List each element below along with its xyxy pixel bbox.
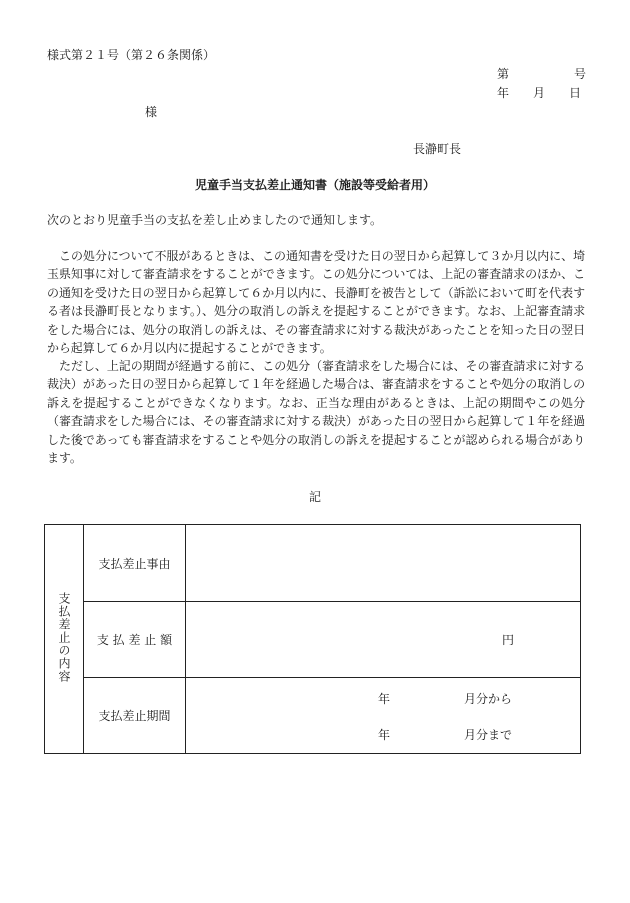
- yen-unit: 円: [502, 633, 515, 647]
- recipient: 様: [145, 105, 158, 119]
- reason-label-cell: [84, 525, 186, 602]
- number-blank: [509, 66, 574, 83]
- side-label-cell: [45, 525, 84, 754]
- period-to-month: 月分まで: [464, 728, 513, 742]
- period-from-month: 月分から: [464, 692, 513, 706]
- date-year: 年: [497, 86, 510, 100]
- appeal-paragraph-2: ただし、上記の期間が経過する前に、この処分（審査請求をした場合には、その審査請求に対する裁決）があった日の翌日から起算して１年を経過した場合は、審査請求をすることや処分の取消しの訴えを提起することができなくなります。なお、正当な理由があるときは、上記の期間やこの処分（審査請求をした場合には、その審査請求に対する裁決）があった日の翌日から起算して１年を経過した後であっても審査請求をすることや処分の取消しの訴えを提起することが認められる場合があります。: [47, 359, 585, 466]
- document-title: 児童手当支払差止通知書（施設等受給者用）: [194, 178, 435, 192]
- amount-value-cell[interactable]: [186, 602, 581, 678]
- reason-value-cell[interactable]: [186, 525, 581, 602]
- document-number: [497, 66, 586, 83]
- table-row: [45, 525, 581, 602]
- side-label: 支払差止の内容: [57, 592, 71, 683]
- issue-date: [497, 85, 581, 102]
- amount-label-cell: [84, 602, 186, 678]
- period-label-cell: [84, 678, 186, 754]
- period-to-year: 年: [378, 728, 391, 742]
- number-suffix: 号: [574, 67, 587, 81]
- table-row: [45, 602, 581, 678]
- suspension-details-table: [44, 524, 581, 754]
- period-from-year: 年: [378, 692, 391, 706]
- reason-label: 支払差止事由: [98, 556, 171, 571]
- number-prefix: 第: [497, 67, 510, 81]
- amount-label: 支 払 差 止 額: [96, 633, 173, 647]
- lead-sentence: 次のとおり児童手当の支払を差し止めましたので通知します。: [47, 213, 383, 227]
- form-number: 様式第２１号（第２６条関係）: [47, 48, 216, 62]
- table-row: [45, 678, 581, 754]
- issuer: 長瀞町長: [413, 142, 462, 156]
- date-month: 月: [533, 86, 546, 100]
- appeal-paragraph-1: この処分について不服があるときは、この通知書を受けた日の翌日から起算して３か月以内に、埼玉県知事に対して審査請求をすることができます。この処分については、上記の審査請求のほか、この通知を受けた日の翌日から起算して６か月以内に、長瀞町を被告として（訴訟において町を代表する者は長瀞町長となります。）、処分の取消しの訴えを提起することができます。なお、上記審査請求をした場合には、処分の取消しの訴えは、その審査請求に対する裁決があったことを知った日の翌日から起算して６か月以内に提起することができます。: [47, 249, 585, 356]
- period-value-cell[interactable]: [186, 678, 581, 754]
- ki-heading: 記: [308, 490, 321, 504]
- date-day: 日: [569, 86, 582, 100]
- period-label: 支払差止期間: [98, 709, 171, 723]
